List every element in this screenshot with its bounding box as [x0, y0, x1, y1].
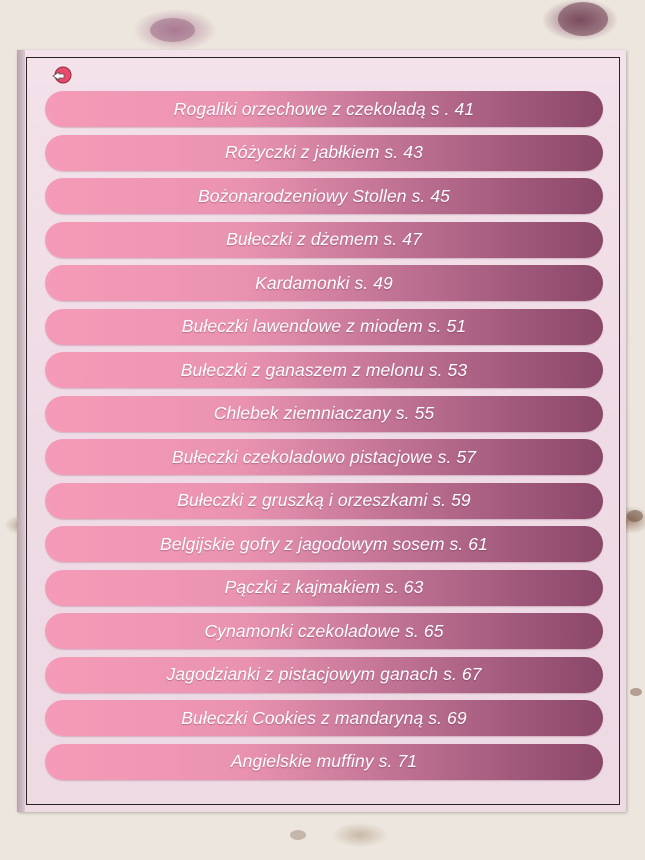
recipe-link-label: Pączki z kajmakiem s. 63 — [224, 577, 424, 597]
recipe-link-label: Rogaliki orzechowe z czekoladą s . 41 — [173, 98, 475, 119]
recipe-link[interactable] — [45, 309, 603, 345]
back-arrow-icon — [50, 66, 72, 84]
recipe-link[interactable] — [45, 396, 603, 432]
recipe-link[interactable] — [45, 265, 603, 301]
recipe-link-label: Kardamonki s. 49 — [255, 272, 393, 293]
recipe-link[interactable] — [45, 178, 603, 214]
recipe-menu — [45, 91, 603, 787]
recipe-link-label: Belgijskie gofry z jagodowym sosem s. 61 — [160, 533, 488, 554]
panel-edge — [17, 50, 25, 812]
background-petal — [558, 2, 608, 36]
recipe-link[interactable] — [45, 613, 603, 649]
recipe-link[interactable] — [45, 135, 603, 171]
recipe-link[interactable] — [45, 700, 603, 736]
recipe-link-label: Bożonarodzeniowy Stollen s. 45 — [197, 185, 451, 206]
recipe-link[interactable] — [45, 526, 603, 562]
recipe-link[interactable] — [45, 483, 603, 519]
recipe-link[interactable] — [45, 352, 603, 388]
recipe-link[interactable] — [45, 744, 603, 780]
background-petal — [627, 510, 643, 522]
recipe-link-label: Angielskie muffiny s. 71 — [230, 751, 418, 771]
recipe-link[interactable] — [45, 222, 603, 258]
recipe-link-label: Bułeczki z dżemem s. 47 — [226, 229, 422, 249]
recipe-link-label: Bułeczki czekoladowo pistacjowe s. 57 — [171, 446, 477, 467]
recipe-link-label: Bułeczki lawendowe z miodem s. 51 — [181, 316, 467, 336]
recipe-link[interactable] — [45, 657, 603, 693]
recipe-link-label: Bułeczki z ganaszem z melonu s. 53 — [180, 359, 468, 380]
back-button[interactable] — [50, 66, 72, 84]
background-petal — [150, 18, 195, 42]
recipe-link-label: Bułeczki z gruszką i orzeszkami s. 59 — [177, 490, 471, 510]
background-petal — [290, 830, 306, 840]
recipe-link-label: Różyczki z jabłkiem s. 43 — [225, 142, 423, 162]
recipe-link-label: Jagodzianki z pistacjowym ganach s. 67 — [166, 664, 482, 684]
recipe-link-label: Chlebek ziemniaczany s. 55 — [213, 403, 435, 423]
recipe-link[interactable] — [45, 570, 603, 606]
recipe-link[interactable] — [45, 439, 603, 475]
background-petal — [630, 688, 642, 696]
recipe-link-label: Bułeczki Cookies z mandaryną s. 69 — [181, 707, 467, 728]
recipe-link[interactable] — [45, 91, 603, 127]
recipe-link-label: Cynamonki czekoladowe s. 65 — [204, 620, 444, 641]
